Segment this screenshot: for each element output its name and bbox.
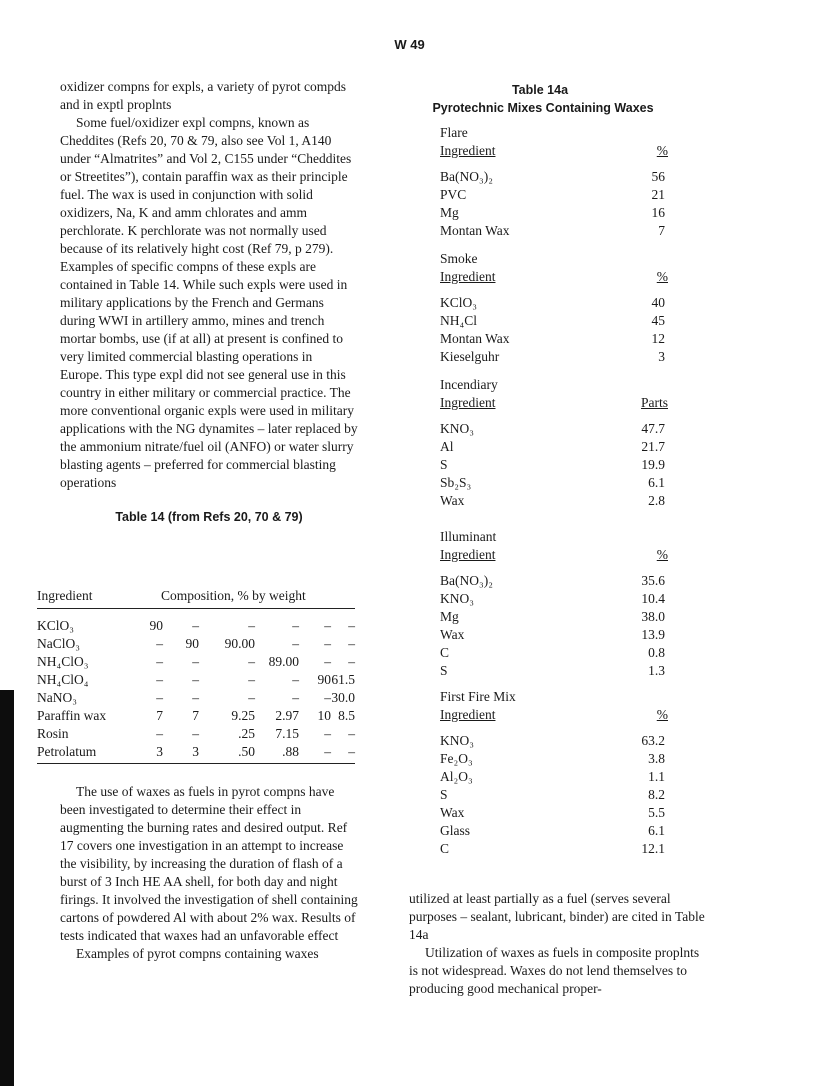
- composition-cell: –: [324, 636, 331, 651]
- ingredient-cell: KClO₃: [37, 618, 74, 633]
- composition-cell: 89.00: [268, 654, 299, 669]
- ingredient-value: 3: [658, 349, 665, 364]
- ingredient-value: 63.2: [641, 733, 665, 748]
- ingredient-label: Ingredient: [440, 547, 496, 562]
- ingredient-name: Montan Wax: [440, 331, 510, 346]
- list-item: [440, 222, 668, 240]
- ingredient-value: 12: [651, 331, 665, 346]
- list-item: [440, 662, 668, 680]
- composition-cell: –: [248, 672, 255, 687]
- ingredient-name: Ba(NO₃)₂: [440, 169, 493, 184]
- composition-cell: –: [348, 744, 355, 759]
- mix-title: First Fire Mix: [440, 689, 516, 704]
- composition-cell: –: [324, 654, 331, 669]
- ingredient-name: Mg: [440, 609, 459, 624]
- composition-cell: –: [324, 690, 331, 705]
- list-item: [440, 474, 668, 492]
- list-item: [440, 312, 668, 330]
- ingredient-cell: Paraffin wax: [37, 708, 107, 723]
- composition-cell: –: [156, 654, 163, 669]
- ingredient-value: 0.8: [648, 645, 665, 660]
- list-item: [440, 456, 668, 474]
- list-item: [440, 204, 668, 222]
- composition-cell: 3: [156, 744, 163, 759]
- composition-cell: .88: [282, 744, 299, 759]
- ingredient-name: Wax: [440, 493, 465, 508]
- ingredient-name: C: [440, 645, 450, 660]
- ingredient-value: 1.1: [648, 769, 665, 784]
- ingredient-value: 21: [651, 187, 665, 202]
- page-header: W 49: [394, 37, 425, 52]
- ingredient-name: Kieselguhr: [440, 349, 500, 364]
- ingredient-value: 16: [651, 205, 665, 220]
- ingredient-name: Wax: [440, 805, 465, 820]
- list-item: [440, 626, 668, 644]
- composition-cell: –: [248, 690, 255, 705]
- left-column-lower: [60, 783, 358, 963]
- ingredient-value: 45: [651, 313, 665, 328]
- ingredient-cell: NH₄ClO₃: [37, 654, 89, 669]
- composition-cell: –: [192, 618, 199, 633]
- left-column: [60, 78, 358, 524]
- table14-header: [37, 588, 355, 609]
- list-item: [440, 840, 668, 858]
- ingredient-name: KClO₃: [440, 295, 477, 310]
- ingredient-label: Ingredient: [440, 143, 496, 158]
- list-item: [440, 168, 668, 186]
- composition-cell: –: [156, 636, 163, 651]
- list-item: [440, 438, 668, 456]
- composition-cell: 3: [192, 744, 199, 759]
- ingredient-name: Sb₂S₃: [440, 475, 472, 490]
- table-row: [37, 653, 355, 671]
- list-item: [440, 348, 668, 366]
- composition-cell: 90: [317, 672, 331, 687]
- composition-cell: –: [348, 618, 355, 633]
- mix-title: Incendiary: [440, 377, 498, 392]
- unit-label: %: [656, 269, 668, 284]
- composition-cell: –: [192, 726, 199, 741]
- paragraph-waxes-fuels: The use of waxes as fuels in pyrot compns have been investigated to determine their effect in augmenting the burning rates and desired output. Ref 17 covers one investigation in an attempt to increase the visibility, by increasing the duration of flash of a burst of 3 Inch HE AA shell, for both day and night firings. It involved the investigation of shell containing cartons of powdered Al with about 2% wax. Results of tests indicated that waxes had an unfavorable effect: [60, 784, 358, 943]
- composition-cell: –: [156, 672, 163, 687]
- ingredient-cell: NaClO₃: [37, 636, 80, 651]
- table-row: [37, 671, 355, 689]
- ingredient-cell: NaNO₃: [37, 690, 77, 705]
- composition-cell: –: [192, 690, 199, 705]
- composition-cell: –: [292, 636, 299, 651]
- composition-cell: .25: [238, 726, 255, 741]
- list-item: [440, 822, 668, 840]
- scan-edge: [0, 690, 14, 1086]
- ingredient-label: Ingredient: [440, 707, 496, 722]
- list-item: [440, 420, 668, 438]
- paragraph-composite-proplnts: Utilization of waxes as fuels in composite proplnts is not widespread. Waxes do not lend themselves to producing good mechanical proper-: [409, 945, 700, 996]
- ingredient-name: Al₂O₃: [440, 769, 473, 784]
- composition-cell: 7: [192, 708, 199, 723]
- ingredient-value: 2.8: [648, 493, 665, 508]
- ingredient-name: Fe₂O₃: [440, 751, 473, 766]
- ingredient-cell: Petrolatum: [37, 744, 97, 759]
- list-item: [440, 186, 668, 204]
- ingredient-value: 10.4: [641, 591, 665, 606]
- composition-cell: 61.5: [331, 672, 355, 687]
- ingredient-name: S: [440, 457, 448, 472]
- mix-header: [440, 546, 668, 566]
- ingredient-name: Glass: [440, 823, 470, 838]
- ingredient-value: 5.5: [648, 805, 665, 820]
- composition-cell: –: [156, 690, 163, 705]
- mix-section: [440, 250, 668, 366]
- ingredient-name: Ba(NO₃)₂: [440, 573, 493, 588]
- mix-section: [440, 528, 668, 680]
- mix-header: [440, 706, 668, 726]
- composition-cell: .50: [238, 744, 255, 759]
- mix-title: Smoke: [440, 251, 478, 266]
- ingredient-name: KNO₃: [440, 591, 474, 606]
- ingredient-value: 56: [651, 169, 665, 184]
- composition-cell: –: [248, 654, 255, 669]
- unit-label: Parts: [641, 395, 668, 410]
- ingredient-name: PVC: [440, 187, 467, 202]
- ingredient-name: KNO₃: [440, 733, 474, 748]
- paragraph-intro: oxidizer compns for expls, a variety of pyrot compds and in exptl proplnts: [60, 79, 347, 112]
- ingredient-value: 12.1: [641, 841, 665, 856]
- table-row: [37, 725, 355, 743]
- composition-cell: 90: [149, 618, 163, 633]
- ingredient-cell: NH₄ClO₄: [37, 672, 89, 687]
- list-item: [440, 750, 668, 768]
- mix-section: [440, 376, 668, 510]
- table-14: [37, 588, 355, 764]
- ingredient-name: C: [440, 841, 450, 856]
- paragraph-examples: Examples of pyrot compns containing waxes: [76, 946, 319, 961]
- ingredient-label: Ingredient: [440, 395, 496, 410]
- list-item: [440, 572, 668, 590]
- ingredient-value: 6.1: [648, 475, 665, 490]
- table14a-subtitle: Pyrotechnic Mixes Containing Waxes: [432, 101, 654, 115]
- table-row: [37, 743, 355, 761]
- composition-cell: –: [292, 618, 299, 633]
- ingredient-value: 13.9: [641, 627, 665, 642]
- composition-cell: –: [192, 672, 199, 687]
- unit-label: %: [656, 707, 668, 722]
- ingredient-value: 35.6: [641, 573, 665, 588]
- right-column-lower: [409, 890, 709, 998]
- list-item: [440, 786, 668, 804]
- table-row: [37, 635, 355, 653]
- list-item: [440, 330, 668, 348]
- table14a-title: Table 14a: [511, 83, 569, 97]
- table-row: [37, 707, 355, 725]
- ingredient-name: Al: [440, 439, 454, 454]
- table-row: [37, 689, 355, 707]
- composition-cell: 2.97: [275, 708, 299, 723]
- mix-header: [440, 394, 668, 414]
- composition-cell: –: [348, 654, 355, 669]
- composition-cell: 7: [156, 708, 163, 723]
- composition-cell: –: [324, 726, 331, 741]
- table14-bottom-rule: [37, 763, 355, 764]
- composition-cell: 9.25: [231, 708, 255, 723]
- list-item: [440, 804, 668, 822]
- table14-col-composition: Composition, % by weight: [161, 588, 306, 603]
- composition-cell: –: [248, 618, 255, 633]
- composition-cell: 90.00: [224, 636, 255, 651]
- ingredient-value: 47.7: [641, 421, 665, 436]
- ingredient-value: 21.7: [641, 439, 665, 454]
- composition-cell: 10: [317, 708, 331, 723]
- list-item: [440, 608, 668, 626]
- composition-cell: 7.15: [275, 726, 299, 741]
- ingredient-value: 6.1: [648, 823, 665, 838]
- ingredient-value: 3.8: [648, 751, 665, 766]
- composition-cell: –: [156, 726, 163, 741]
- table14-col-ingredient: Ingredient: [37, 588, 93, 603]
- composition-cell: –: [192, 654, 199, 669]
- ingredient-cell: Rosin: [37, 726, 69, 741]
- mix-header: [440, 268, 668, 288]
- composition-cell: –: [324, 744, 331, 759]
- list-item: [440, 732, 668, 750]
- ingredient-name: S: [440, 663, 448, 678]
- paragraph-cheddites: Some fuel/oxidizer expl compns, known as Cheddites (Refs 20, 70 & 79, also see Vol 1, A140 under “Almatrites” and Vol 2, C155 under “Cheddites or Streetites”), contain paraffin wax as their principle fuel. The wax is used in conjunction with solid oxidizers, Na, K and amm chlorates and amm perchlorate. K perchlorate was not normally used because of its relatively hight cost (Ref 79, p 279). Examples of specific compns of these expls are contained in Table 14. While such expls were used in military applications by the French and Germans during WWI in artillery ammo, mines and trench mortar bombs, use (if at all) at present is confined to very limited commercial blasting operations in Europe. This type expl did not see general use in this country in either military or commercial practice. The more conventional organic expls were used in military applications with the NG dynamites – later replaced by the ammonium nitrate/fuel oil (ANFO) or water slurry blasting agents – preferred for commercial blasting operations: [60, 115, 358, 490]
- mix-section: [440, 688, 668, 858]
- list-item: [440, 590, 668, 608]
- ingredient-name: Wax: [440, 627, 465, 642]
- mix-title: Flare: [440, 125, 468, 140]
- composition-cell: –: [348, 636, 355, 651]
- ingredient-value: 40: [651, 295, 665, 310]
- table14-caption: Table 14 (from Refs 20, 70 & 79): [115, 510, 303, 524]
- composition-cell: 30.0: [331, 690, 355, 705]
- paragraph-utilized: utilized at least partially as a fuel (serves several purposes – sealant, lubricant, binder) are cited in Table 14a: [409, 891, 705, 942]
- ingredient-name: KNO₃: [440, 421, 474, 436]
- mix-title: Illuminant: [440, 529, 497, 544]
- mix-header: [440, 142, 668, 162]
- composition-cell: 8.5: [338, 708, 355, 723]
- list-item: [440, 294, 668, 312]
- composition-cell: –: [348, 726, 355, 741]
- ingredient-value: 1.3: [648, 663, 665, 678]
- ingredient-name: S: [440, 787, 448, 802]
- composition-cell: –: [324, 618, 331, 633]
- table14-body: [37, 609, 355, 761]
- ingredient-name: Montan Wax: [440, 223, 510, 238]
- composition-cell: –: [292, 672, 299, 687]
- table-row: [37, 617, 355, 635]
- ingredient-value: 7: [658, 223, 665, 238]
- ingredient-name: Mg: [440, 205, 459, 220]
- unit-label: %: [656, 143, 668, 158]
- mix-section: [440, 124, 668, 240]
- ingredient-name: NH₄Cl: [440, 313, 477, 328]
- composition-cell: 90: [185, 636, 199, 651]
- ingredient-value: 8.2: [648, 787, 665, 802]
- ingredient-label: Ingredient: [440, 269, 496, 284]
- list-item: [440, 644, 668, 662]
- ingredient-value: 38.0: [641, 609, 665, 624]
- list-item: [440, 492, 668, 510]
- list-item: [440, 768, 668, 786]
- ingredient-value: 19.9: [641, 457, 665, 472]
- unit-label: %: [656, 547, 668, 562]
- composition-cell: –: [292, 690, 299, 705]
